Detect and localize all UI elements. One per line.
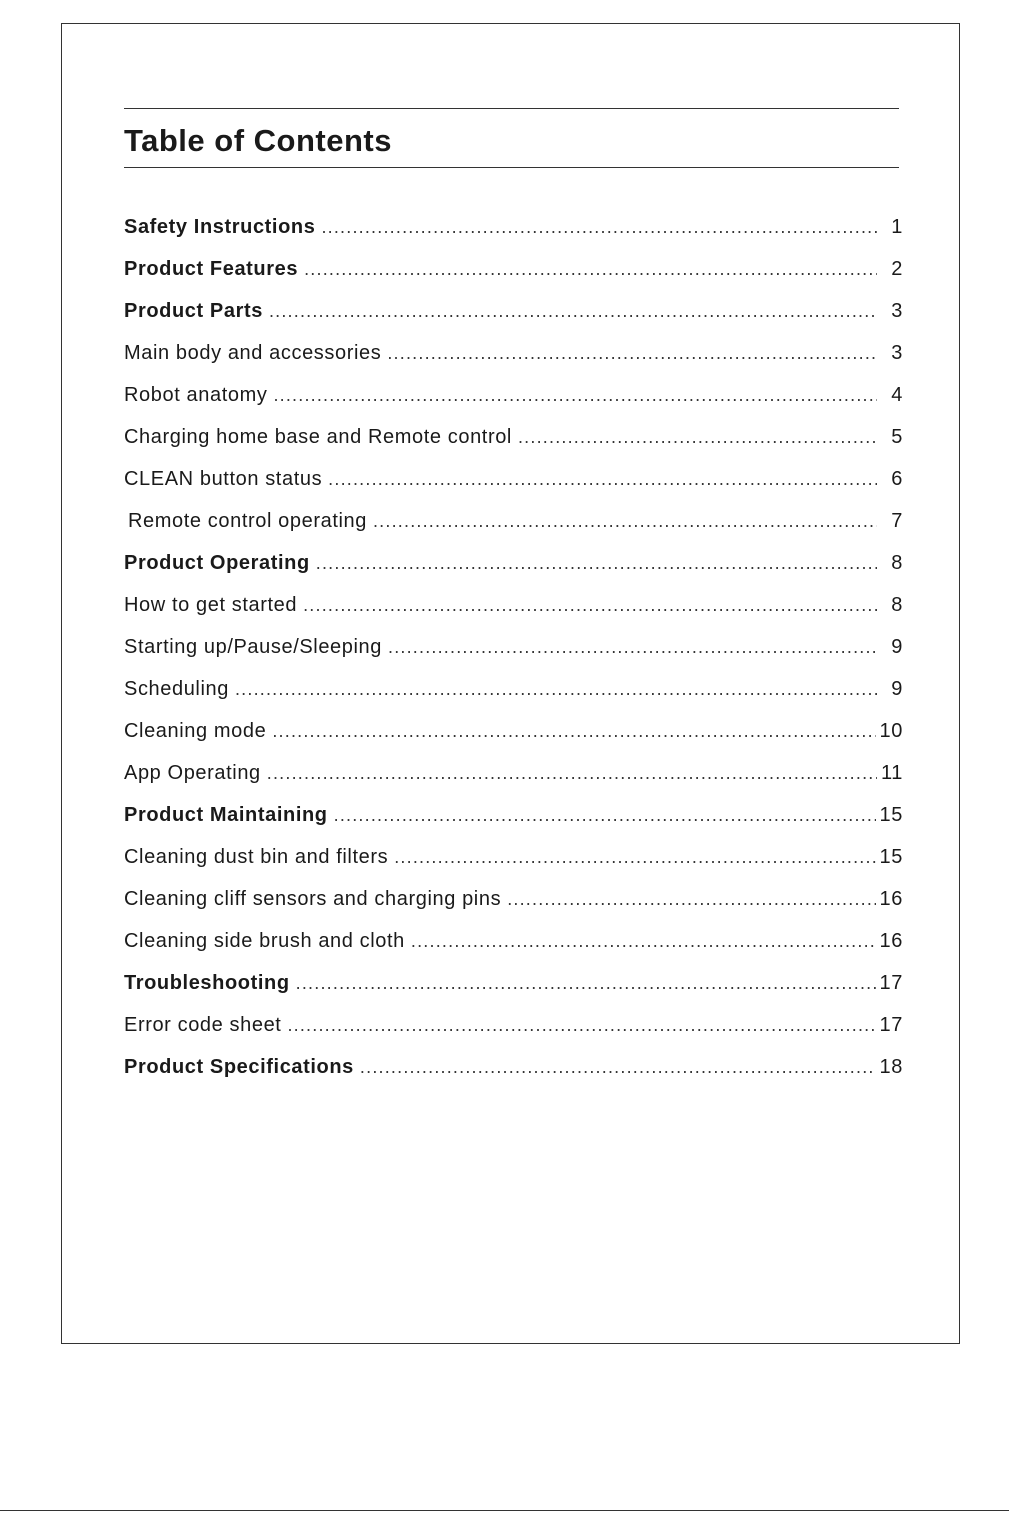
dot-leader bbox=[273, 385, 877, 406]
toc-entry-label: Error code sheet bbox=[124, 1013, 282, 1036]
dot-leader bbox=[267, 763, 877, 784]
dot-leader bbox=[387, 343, 877, 364]
toc-entry-label: Cleaning dust bin and filters bbox=[124, 845, 389, 868]
toc-entry-label: Robot anatomy bbox=[124, 383, 268, 406]
toc-entry-label: Product Specifications bbox=[124, 1055, 354, 1078]
dot-leader bbox=[388, 637, 877, 658]
toc-entry-label: CLEAN button status bbox=[124, 467, 323, 490]
toc-entry-label: Product Maintaining bbox=[124, 803, 328, 826]
toc-entry-page: 4 bbox=[891, 383, 903, 406]
toc-entry[interactable] bbox=[124, 416, 903, 458]
toc-entry-page: 8 bbox=[891, 551, 903, 574]
toc-entry-page: 16 bbox=[879, 887, 903, 910]
toc-entry[interactable] bbox=[124, 290, 903, 332]
toc-entry-label: Cleaning cliff sensors and charging pins bbox=[124, 887, 502, 910]
dot-leader bbox=[360, 1057, 876, 1078]
toc-entry[interactable] bbox=[124, 206, 903, 248]
toc-entry-page: 1 bbox=[891, 215, 903, 238]
toc-entry[interactable] bbox=[124, 1004, 903, 1046]
toc-entry-page: 15 bbox=[879, 803, 903, 826]
page-title: Table of Contents bbox=[124, 123, 392, 158]
dot-leader bbox=[394, 847, 875, 868]
toc-entry[interactable] bbox=[124, 542, 903, 584]
toc-list bbox=[124, 206, 903, 1088]
toc-entry[interactable] bbox=[124, 920, 903, 962]
toc-entry-page: 18 bbox=[879, 1055, 903, 1078]
dot-leader bbox=[507, 889, 875, 910]
toc-entry-label: Cleaning side brush and cloth bbox=[124, 929, 405, 952]
toc-entry-page: 8 bbox=[891, 593, 903, 616]
toc-entry[interactable] bbox=[124, 710, 903, 752]
toc-entry-page: 9 bbox=[891, 677, 903, 700]
toc-entry-label: Product Parts bbox=[124, 299, 263, 322]
toc-entry-label: Troubleshooting bbox=[124, 971, 290, 994]
toc-entry-label: Charging home base and Remote control bbox=[124, 425, 512, 448]
toc-entry-page: 11 bbox=[881, 761, 903, 784]
dot-leader bbox=[373, 511, 877, 532]
dot-leader bbox=[334, 805, 876, 826]
toc-entry[interactable] bbox=[124, 584, 903, 626]
toc-entry-label: Safety Instructions bbox=[124, 215, 316, 238]
toc-entry-page: 7 bbox=[891, 509, 903, 532]
toc-entry[interactable] bbox=[124, 248, 903, 290]
dot-leader bbox=[411, 931, 876, 952]
toc-entry-label: How to get started bbox=[124, 593, 298, 616]
dot-leader bbox=[328, 469, 877, 490]
toc-entry-label: Scheduling bbox=[124, 677, 229, 700]
toc-entry[interactable] bbox=[124, 752, 903, 794]
toc-entry[interactable] bbox=[124, 626, 903, 668]
title-rule-top bbox=[124, 108, 899, 109]
toc-entry-page: 5 bbox=[891, 425, 903, 448]
toc-entry-label: Remote control operating bbox=[128, 509, 367, 532]
dot-leader bbox=[272, 721, 875, 742]
toc-entry[interactable] bbox=[124, 332, 903, 374]
toc-entry-label: Product Features bbox=[124, 257, 299, 280]
toc-entry-label: App Operating bbox=[124, 761, 261, 784]
dot-leader bbox=[518, 427, 877, 448]
toc-entry[interactable] bbox=[124, 962, 903, 1004]
toc-entry[interactable] bbox=[124, 1046, 903, 1088]
toc-entry-page: 17 bbox=[879, 1013, 903, 1036]
toc-entry-label: Product Operating bbox=[124, 551, 310, 574]
toc-entry[interactable] bbox=[124, 878, 903, 920]
toc-entry-page: 2 bbox=[891, 257, 903, 280]
toc-entry-page: 3 bbox=[891, 341, 903, 364]
dot-leader bbox=[235, 679, 877, 700]
toc-entry-label: Cleaning mode bbox=[124, 719, 267, 742]
toc-entry-page: 6 bbox=[891, 467, 903, 490]
toc-entry-page: 3 bbox=[891, 299, 903, 322]
toc-entry[interactable] bbox=[124, 668, 903, 710]
toc-entry-label: Main body and accessories bbox=[124, 341, 382, 364]
dot-leader bbox=[269, 301, 877, 322]
dot-leader bbox=[321, 217, 877, 238]
toc-entry-page: 15 bbox=[879, 845, 903, 868]
toc-entry[interactable] bbox=[124, 794, 903, 836]
toc-entry[interactable] bbox=[124, 836, 903, 878]
dot-leader bbox=[316, 553, 877, 574]
toc-entry-label: Starting up/Pause/Sleeping bbox=[124, 635, 382, 658]
dot-leader bbox=[304, 259, 877, 280]
toc-entry[interactable] bbox=[124, 458, 903, 500]
toc-entry[interactable] bbox=[124, 500, 903, 542]
toc-entry-page: 9 bbox=[891, 635, 903, 658]
title-rule-bottom bbox=[124, 167, 899, 168]
toc-entry-page: 17 bbox=[879, 971, 903, 994]
dot-leader bbox=[303, 595, 877, 616]
dot-leader bbox=[287, 1015, 875, 1036]
toc-entry-page: 16 bbox=[879, 929, 903, 952]
toc-entry[interactable] bbox=[124, 374, 903, 416]
toc-entry-page: 10 bbox=[879, 719, 903, 742]
dot-leader bbox=[296, 973, 876, 994]
bottom-edge-line bbox=[0, 1510, 1009, 1511]
